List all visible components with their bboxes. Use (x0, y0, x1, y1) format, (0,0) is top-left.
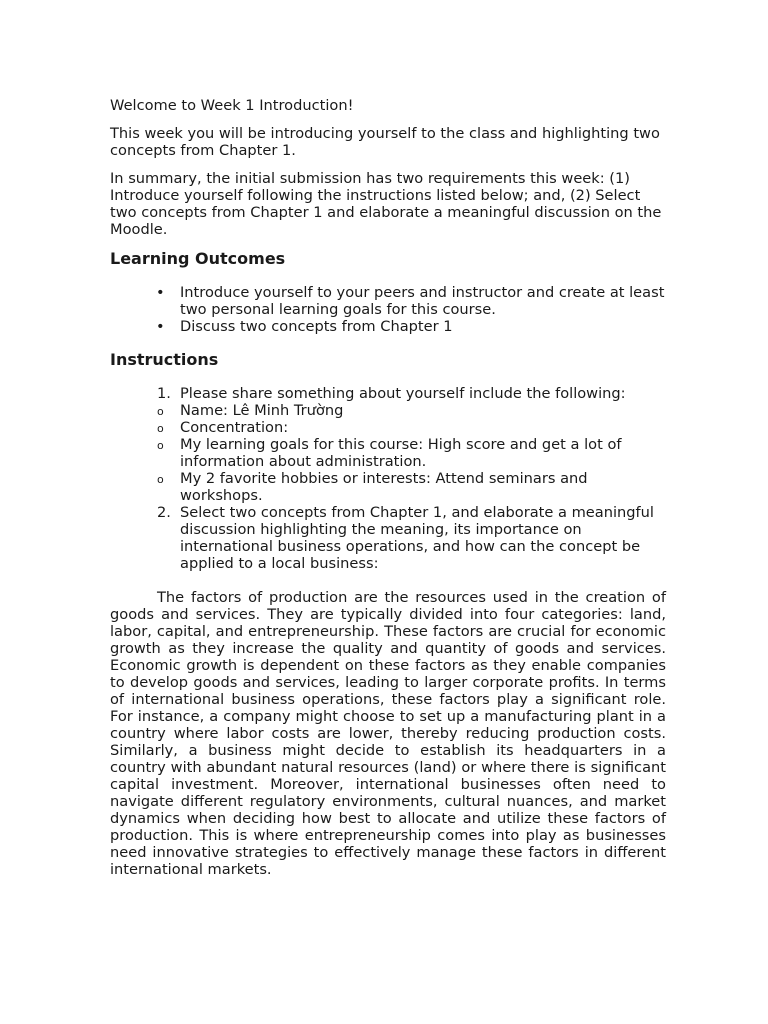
circle-bullet-icon: o (157, 439, 164, 452)
circle-bullet-icon: o (157, 422, 164, 435)
document-page (110, 97, 666, 878)
list-item (110, 402, 666, 419)
outcome-text: Discuss two concepts from Chapter 1 (180, 318, 453, 335)
circle-bullet-icon: o (157, 473, 164, 486)
concentration-item: Concentration: (180, 419, 289, 436)
step-text: Select two concepts from Chapter 1, and elaborate a meaningful discussion highlighting the meaning, its importance on international business operations, and how can the concept be applied to a local business: (180, 504, 654, 572)
instructions-list-continued (110, 504, 666, 572)
learning-outcomes-list (110, 284, 666, 335)
list-item (110, 436, 666, 470)
bullet-icon: • (156, 318, 165, 335)
instructions-list (110, 385, 666, 402)
list-item (110, 385, 666, 402)
list-item (110, 419, 666, 436)
name-item: Name: Lê Minh Trường (180, 402, 344, 419)
essay-paragraph: The factors of production are the resources used in the creation of goods and services. They are typically divided into four categories: land, labor, capital, and entrepreneurship. These factors are crucial for economic growth as they increase the quality and quantity of goods and services. Economic growth is dependent on these factors as they enable companies to develop goods and services, leading to larger corporate profits. In terms of international business operations, these factors play a significant role. For instance, a company might choose to set up a manufacturing plant in a country where labor costs are lower, thereby reducing production costs. Similarly, a business might decide to establish its headquarters in a country with abundant natural resources (land) or where there is significant capital investment. Moreover, international businesses often need to navigate different regulatory environments, cultural nuances, and market dynamics when deciding how best to allocate and utilize these factors of production. This is where entrepreneurship comes into play as businesses need innovative strategies to effectively manage these factors in different international markets. (110, 589, 666, 878)
step-number: 1. (157, 385, 171, 402)
circle-bullet-icon: o (157, 405, 164, 418)
list-item (110, 284, 666, 318)
hobbies-item: My 2 favorite hobbies or interests: Attend seminars and workshops. (180, 470, 588, 504)
list-item (110, 504, 666, 572)
intro-paragraph: This week you will be introducing yourself to the class and highlighting two concepts from Chapter 1. (110, 125, 660, 159)
outcome-text: Introduce yourself to your peers and instructor and create at least two personal learning goals for this course. (180, 284, 665, 318)
bullet-icon: • (156, 284, 165, 301)
list-item (110, 318, 666, 335)
personal-info-list (110, 402, 666, 504)
step-number: 2. (157, 504, 171, 521)
learning-goals-item: My learning goals for this course: High score and get a lot of information about administration. (180, 436, 622, 470)
learning-outcomes-heading: Learning Outcomes (110, 249, 286, 268)
list-item (110, 470, 666, 504)
instructions-heading: Instructions (110, 350, 219, 369)
welcome-text: Welcome to Week 1 Introduction! (110, 97, 354, 114)
step-text: Please share something about yourself include the following: (180, 385, 626, 402)
summary-paragraph: In summary, the initial submission has two requirements this week: (1) Introduce yourself following the instructions listed below; and, (2) Select two concepts from Chapter 1 and elaborate a meaningful discussion on the Moodle. (110, 170, 662, 238)
